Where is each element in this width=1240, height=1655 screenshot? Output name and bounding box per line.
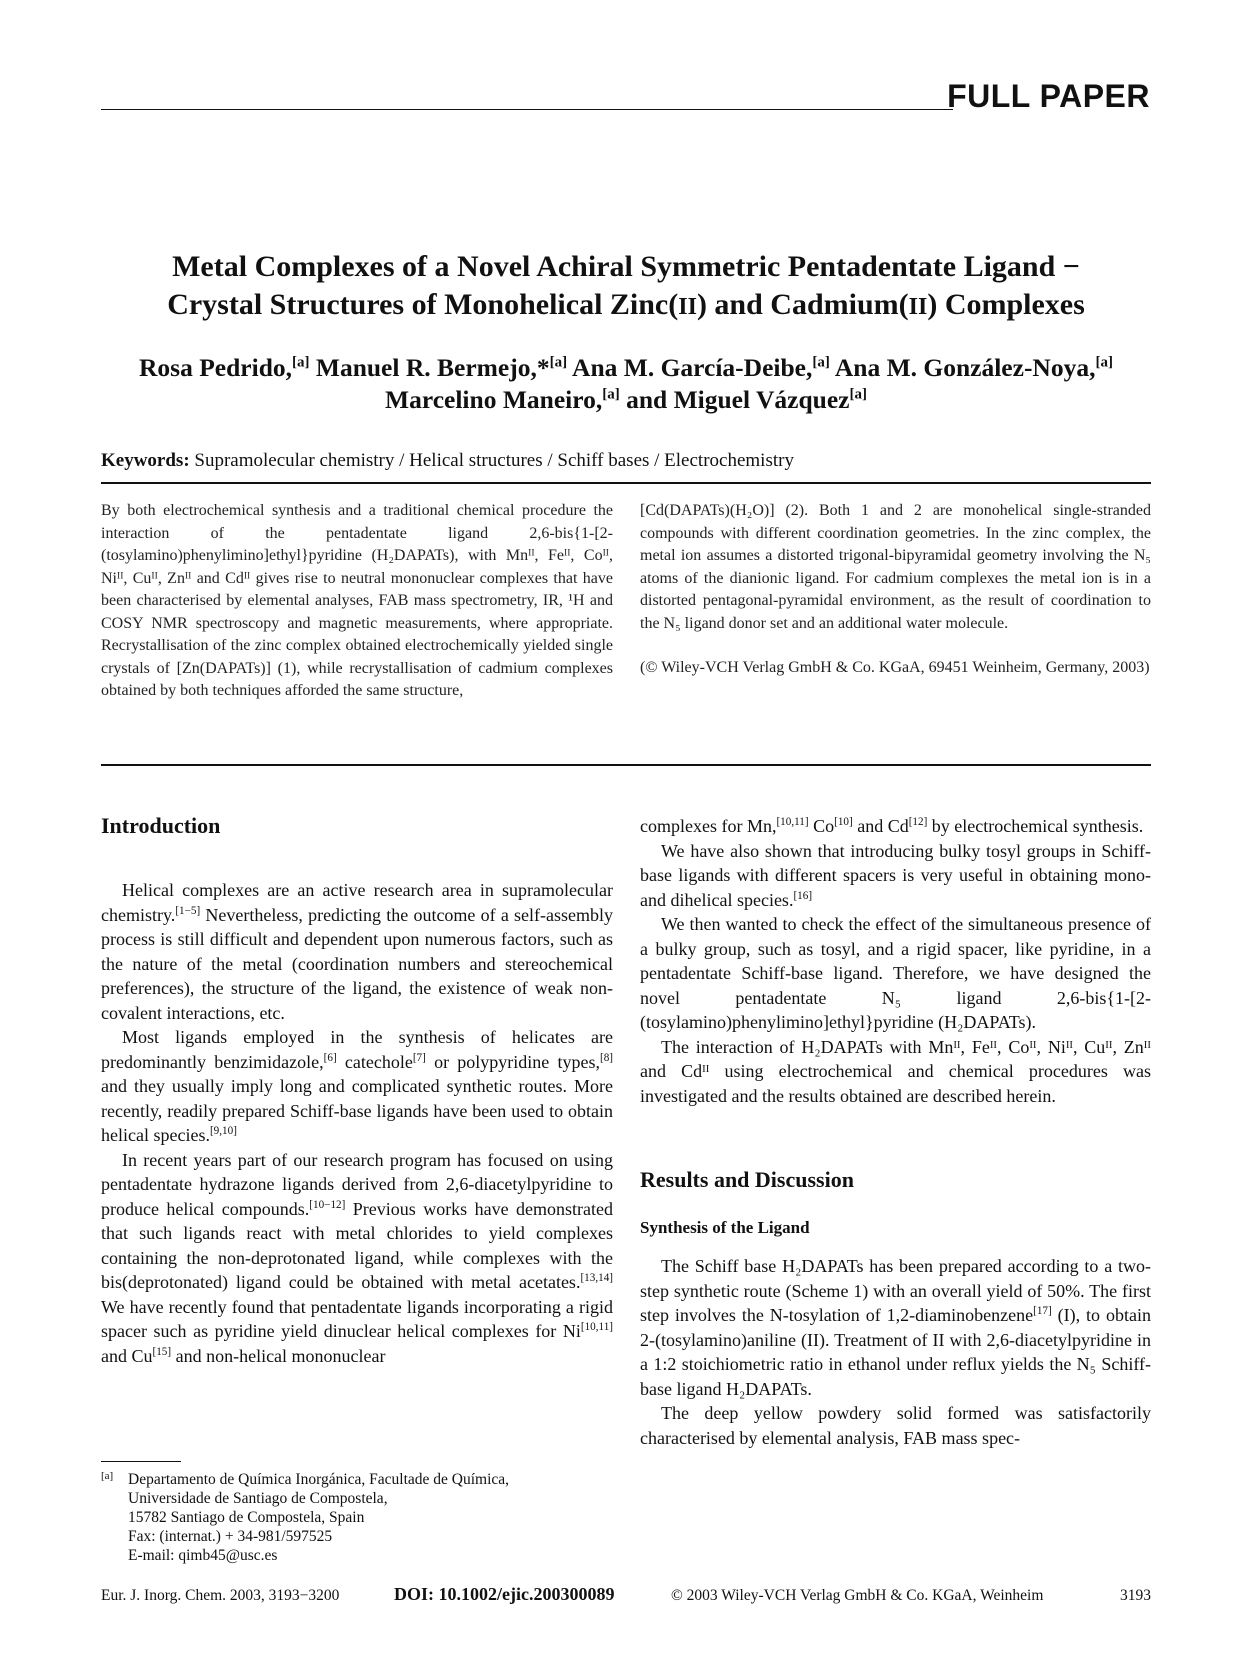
footnote-rule (101, 1461, 181, 1462)
footnote-line: Fax: (internat.) + 34-981/597525 (128, 1528, 333, 1545)
abstract-copyright: (© Wiley-VCH Verlag GmbH & Co. KGaA, 69451 Weinheim, Germany, 2003) (640, 659, 1150, 676)
column-left (101, 812, 613, 1368)
intro-paragraph-5: We have also shown that introducing bulky tosyl groups in Schiff-base ligands with different spacers is very useful in obtaining mono- and dihelical species.[16] (640, 840, 1151, 910)
affiliation-footnote (101, 1470, 621, 1565)
author-pedrido: Rosa Pedrido, (139, 353, 292, 382)
results-heading: Results and Discussion (640, 1167, 854, 1192)
column-right (640, 814, 1151, 1450)
keywords-label: Keywords: (101, 450, 190, 471)
footer-copyright: © 2003 Wiley-VCH Verlag GmbH & Co. KGaA, Weinheim (671, 1587, 1044, 1604)
author-vazquez: and Miguel Vázquez (626, 385, 850, 414)
page-footer (101, 1584, 1151, 1611)
introduction-heading: Introduction (101, 813, 221, 838)
abstract-text-right: [Cd(DAPATs)(H₂O)] (2). Both 1 and 2 are monohelical single-stranded compounds with different coordination geometries. In the zinc complex, the metal ion assumes a distorted trigonal-bipyramidal geometry involving the N₅ atoms of the dianionic ligand. For cadmium complexes the metal ion is in a distorted pentagonal-pyramidal environment, as the result of coordination to the N₅ ligand donor set and an additional water molecule. (640, 502, 1151, 632)
intro-paragraph-1: Helical complexes are an active research area in supramolecular chemistry.[1−5] Nevertheless, predicting the outcome of a self-assembly process is still difficult and dependent upon numerous factors, such as the nature of the metal (coordination numbers and stereochemical preferences), the structure of the ligand, the existence of weak non-covalent interactions, etc. (101, 880, 613, 1023)
doi: DOI: 10.1002/ejic.200300089 (394, 1584, 615, 1604)
page-number: 3193 (1120, 1587, 1151, 1604)
footnote-line: 15782 Santiago de Compostela, Spain (128, 1509, 365, 1526)
title-line-2: Crystal Structures of Monohelical Zinc(II) and Cadmium(II) Complexes (167, 288, 1085, 321)
footnote-email: E-mail: qimb45@usc.es (128, 1547, 278, 1564)
intro-paragraph-3: In recent years part of our research program has focused on using pentadentate hydrazone ligands derived from 2,6-diacetylpyridine to produce helical compounds.[10−12] Previous works have demonstrated that such ligands react with metal chlorides to yield complexes containing the non-deprotonated ligand, while complexes with the bis(deprotonated) ligand could be obtained with metal acetates.[13,14] We have recently found that pentadentate ligands incorporating a rigid spacer such as pyridine yield dinuclear helical complexes for Ni[10,11] and Cu[15] and non-helical mononuclear (101, 1149, 613, 1366)
intro-paragraph-7: The interaction of H₂DAPATs with Mnᴵᴵ, Feᴵᴵ, Coᴵᴵ, Niᴵᴵ, Cuᴵᴵ, Znᴵᴵ and Cdᴵᴵ using electrochemical and chemical procedures was investigated and the results obtained are described herein. (640, 1036, 1151, 1106)
intro-paragraph-4: complexes for Mn,[10,11] Co[10] and Cd[12] by electrochemical synthesis. (640, 816, 1144, 836)
footnote-line: Universidade de Santiago de Compostela, (128, 1490, 388, 1507)
keywords (101, 450, 794, 472)
author-gonzalez-noya: Ana M. González-Noya, (834, 353, 1096, 382)
footnote-line: Departamento de Química Inorgánica, Facultade de Química, (128, 1471, 510, 1488)
ligand-synthesis-heading: Synthesis of the Ligand (640, 1218, 810, 1237)
header-rule (101, 109, 953, 110)
keywords-text: Supramolecular chemistry / Helical structures / Schiff bases / Electrochemistry (194, 450, 794, 471)
author-bermejo: Manuel R. Bermejo,* (315, 353, 550, 382)
results-paragraph-1: The Schiff base H₂DAPATs has been prepared according to a two-step synthetic route (Scheme 1) with an overall yield of 50%. The first step involves the N-tosylation of 1,2-diaminobenzene[17] (I), to obtain 2-(tosylamino)aniline (II). Treatment of II with 2,6-diacetylpyridine in a 1:2 stoichiometric ratio in ethanol under reflux yields the N₅ Schiff-base ligand H₂DAPATs. (640, 1256, 1151, 1399)
abstract-text-left: By both electrochemical synthesis and a traditional chemical procedure the interaction of the pentadentate ligand 2,6-bis{1-[2-(tosylamino)phenylimino]ethyl}pyridine (H₂DAPATs), with Mnᴵᴵ, Feᴵᴵ, Coᴵᴵ, Niᴵᴵ, Cuᴵᴵ, Znᴵᴵ and Cdᴵᴵ gives rise to neutral mononuclear complexes that have been characterised by elemental analyses, FAB mass spectrometry, IR, ¹H and COSY NMR spectroscopy and magnetic measurements, where appropriate. Recrystallisation of the zinc complex obtained electrochemically yielded single crystals of [Zn(DAPATs)] (1), while recrystallisation of cadmium complexes obtained by both techniques afforded the same structure, (101, 502, 613, 699)
footnote-mark: [a] (101, 1470, 114, 1482)
author-list: Rosa Pedrido,[a] Manuel R. Bermejo,*[a] Ana M. García-Deibe,[a] Ana M. González-Noya,[a] Marcelino Maneiro,[a] and Miguel Vázquez[a] (139, 353, 1113, 414)
results-paragraph-2: The deep yellow powdery solid formed was satisfactorily characterised by elemental analysis, FAB mass spec- (640, 1403, 1151, 1448)
article-title (101, 248, 1151, 326)
intro-paragraph-2: Most ligands employed in the synthesis of helicates are predominantly benzimidazole,[6] catechole[7] or polypyridine types,[8] and they usually imply long and complicated synthetic routes. More recently, readily prepared Schiff-base ligands have been used to obtain helical species.[9,10] (101, 1027, 613, 1145)
journal-citation: Eur. J. Inorg. Chem. 2003, 3193−3200 (101, 1587, 340, 1604)
abstract-top-rule (101, 482, 1151, 484)
abstract-left (101, 500, 613, 725)
author-maneiro: Marcelino Maneiro, (385, 385, 603, 414)
section-label: FULL PAPER (947, 78, 1150, 114)
abstract-bottom-rule (101, 764, 1151, 766)
author-garcia-deibe: Ana M. García-Deibe, (572, 353, 813, 382)
intro-paragraph-6: We then wanted to check the effect of the simultaneous presence of a bulky group, such as tosyl, and a rigid spacer, like pyridine, in a pentadentate Schiff-base ligand. Therefore, we have designed the novel pentadentate N₅ ligand 2,6-bis{1-[2-(tosylamino)phenylimino]ethyl}pyridine (H₂DAPATs). (640, 914, 1151, 1032)
title-line-1: Metal Complexes of a Novel Achiral Symmetric Pentadentate Ligand − (172, 250, 1080, 283)
abstract-right (640, 500, 1151, 702)
